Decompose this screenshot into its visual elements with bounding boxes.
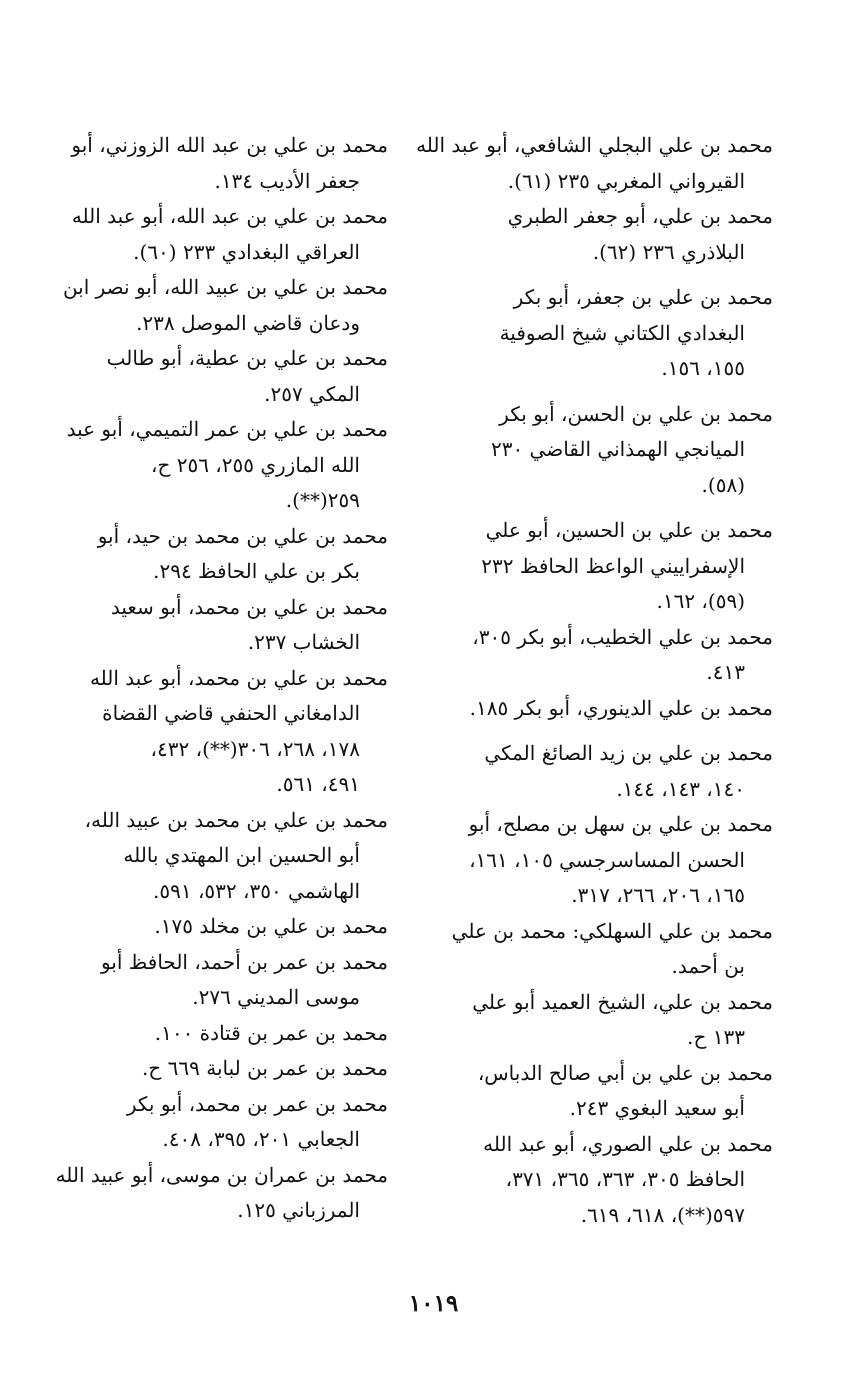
index-entry [28, 270, 388, 341]
entry-continuation-line: المرزباني ١٢٥. [237, 1198, 360, 1222]
entry-name-line: محمد بن علي بن الحسين، أبو علي [485, 518, 773, 542]
entry-continuation-line: ودعان قاضي الموصل ٢٣٨. [136, 310, 360, 335]
entry-name-line: محمد بن علي السهلكي: محمد بن علي [451, 918, 773, 943]
index-entry [413, 807, 773, 914]
entry-name-line: محمد بن علي البجلي الشافعي، أبو عبد الله [416, 133, 773, 157]
entry-name-line: محمد بن علي بن عبد الله الزوزني، أبو [71, 133, 388, 157]
index-entry [413, 985, 773, 1056]
entry-continuation-line: ٢٥٩(**). [285, 488, 360, 512]
entry-continuation-line: أبو سعيد البغوي ٢٤٣. [569, 1096, 745, 1120]
entry-name-line: محمد بن عمر بن محمد، أبو بكر [126, 1091, 388, 1116]
index-entry [28, 519, 388, 590]
entry-name-line: محمد بن علي بن عبيد الله، أبو نصر ابن [62, 275, 388, 299]
entry-name-line: محمد بن عمر بن قتادة ١٠٠. [154, 1020, 388, 1045]
entry-continuation-line: القيرواني المغربي ٢٣٥ (٦١). [507, 168, 745, 193]
entry-name-line: محمد بن عمر بن أحمد، الحافظ أبو [100, 949, 388, 974]
entry-continuation-line: بكر بن علي الحافظ ٢٩٤. [153, 559, 360, 583]
index-entry [28, 1051, 388, 1087]
entry-continuation-line: أبو الحسين ابن المهتدي بالله [123, 843, 360, 867]
entry-continuation-line: الحسن المساسرجسي ١٠٥، ١٦١، [469, 847, 745, 872]
entry-continuation-line: ١٦٥، ٢٠٦، ٢٦٦، ٣١٧. [571, 883, 745, 907]
entry-continuation-line: (٥٨). [701, 472, 745, 497]
entry-continuation-line: الله المازري ٢٥٥، ٢٥٦ ح، [150, 452, 360, 477]
entry-continuation-line: (٥٩)، ١٦٢. [656, 589, 745, 613]
index-entry [28, 412, 388, 519]
index-entry [28, 128, 388, 199]
index-entry [413, 397, 773, 504]
entry-name-line: محمد بن علي، الشيخ العميد أبو علي [472, 989, 773, 1014]
entry-name-line: محمد بن علي بن عمر التميمي، أبو عبد [66, 417, 388, 441]
entry-name-line: محمد بن علي بن محمد، أبو عبد الله [89, 665, 388, 690]
entry-continuation-line: الدامغاني الحنفي قاضي القضاة [102, 701, 360, 725]
entry-continuation-line: ٤١٣. [706, 660, 745, 684]
entry-continuation-line: ١٥٥، ١٥٦. [661, 356, 745, 380]
index-entry [413, 1127, 773, 1234]
entry-name-line: محمد بن علي بن عطية، أبو طالب [106, 346, 388, 370]
entry-name-line: محمد بن علي بن زيد الصائغ المكي [484, 741, 773, 765]
entry-name-line: محمد بن علي بن محمد، أبو سعيد [110, 594, 388, 619]
entry-name-line: محمد بن علي بن محمد بن عبيد الله، [84, 807, 388, 832]
index-entry [28, 1016, 388, 1052]
index-entry [413, 1056, 773, 1127]
index-entry [413, 128, 773, 199]
entry-name-line: محمد بن علي الدينوري، أبو بكر ١٨٥. [469, 695, 773, 720]
entry-continuation-line: ٥٩٧(**)، ٦١٨، ٦١٩. [580, 1202, 745, 1227]
entry-name-line: محمد بن علي، أبو جعفر الطبري [507, 204, 773, 228]
entry-name-line: محمد بن علي بن محمد بن حيد، أبو [97, 523, 388, 548]
index-column-right [413, 128, 773, 1233]
index-entry [413, 199, 773, 270]
index-entry [28, 945, 388, 1016]
entry-name-line: محمد بن علي بن عبد الله، أبو عبد الله [71, 204, 388, 228]
entry-name-line: محمد بن علي بن سهل بن مصلح، أبو [468, 812, 773, 836]
entry-continuation-line: ١٤٠، ١٤٣، ١٤٤. [616, 776, 745, 801]
entry-name-line: محمد بن عمران بن موسى، أبو عبيد الله [55, 1162, 388, 1187]
entry-continuation-line: الإسفراييني الواعظ الحافظ ٢٣٢ [481, 553, 745, 578]
index-entry [28, 803, 388, 910]
index-entry [28, 199, 388, 270]
entry-continuation-line: البلاذري ٢٣٦ (٦٢). [592, 239, 745, 264]
entry-continuation-line: الهاشمي ٣٥٠، ٥٣٢، ٥٩١. [153, 878, 360, 903]
index-column-left [28, 128, 388, 1229]
index-entry [28, 909, 388, 945]
entry-continuation-line: ١٣٣ ح. [687, 1025, 745, 1049]
entry-continuation-line: ٤٩١، ٥٦١. [276, 772, 360, 796]
index-entry [413, 914, 773, 985]
index-entry [413, 736, 773, 807]
index-entry [28, 590, 388, 661]
entry-name-line: محمد بن علي بن الحسن، أبو بكر [499, 401, 773, 426]
entry-continuation-line: الخشاب ٢٣٧. [247, 630, 360, 654]
entry-name-line: محمد بن عمر بن لبابة ٦٦٩ ح. [142, 1056, 388, 1080]
entry-name-line: محمد بن علي بن جعفر، أبو بكر [513, 285, 773, 309]
entry-name-line: محمد بن علي الصوري، أبو عبد الله [483, 1131, 773, 1156]
index-entry [413, 620, 773, 691]
entry-continuation-line: بن أحمد. [671, 954, 745, 978]
entry-continuation-line: الميانجي الهمذاني القاضي ٢٣٠ [490, 437, 745, 461]
index-entry [413, 513, 773, 620]
index-entry [413, 691, 773, 727]
entry-continuation-line: ١٧٨، ٢٦٨، ٣٠٦(**)، ٤٣٢، [150, 736, 360, 761]
entry-continuation-line: الجعابي ٢٠١، ٣٩٥، ٤٠٨. [162, 1127, 360, 1151]
index-entry [28, 1158, 388, 1229]
index-entry [28, 661, 388, 803]
page-number: ١٠١٩ [408, 1290, 459, 1317]
index-entry [413, 280, 773, 387]
index-entry [28, 1087, 388, 1158]
entry-continuation-line: موسى المديني ٢٧٦. [192, 985, 360, 1009]
entry-name-line: محمد بن علي بن مخلد ١٧٥. [154, 914, 388, 938]
entry-continuation-line: الحافظ ٣٠٥، ٣٦٣، ٣٦٥، ٣٧١، [505, 1167, 745, 1191]
entry-name-line: محمد بن علي بن أبي صالح الدباس، [477, 1060, 773, 1085]
entry-continuation-line: العراقي البغدادي ٢٣٣ (٦٠). [133, 239, 360, 264]
index-entry [28, 341, 388, 412]
entry-continuation-line: البغدادي الكتاني شيخ الصوفية [499, 320, 745, 345]
entry-continuation-line: المكي ٢٥٧. [264, 381, 360, 406]
entry-continuation-line: جعفر الأديب ١٣٤. [214, 168, 360, 193]
entry-name-line: محمد بن علي الخطيب، أبو بكر ٣٠٥، [472, 624, 773, 649]
